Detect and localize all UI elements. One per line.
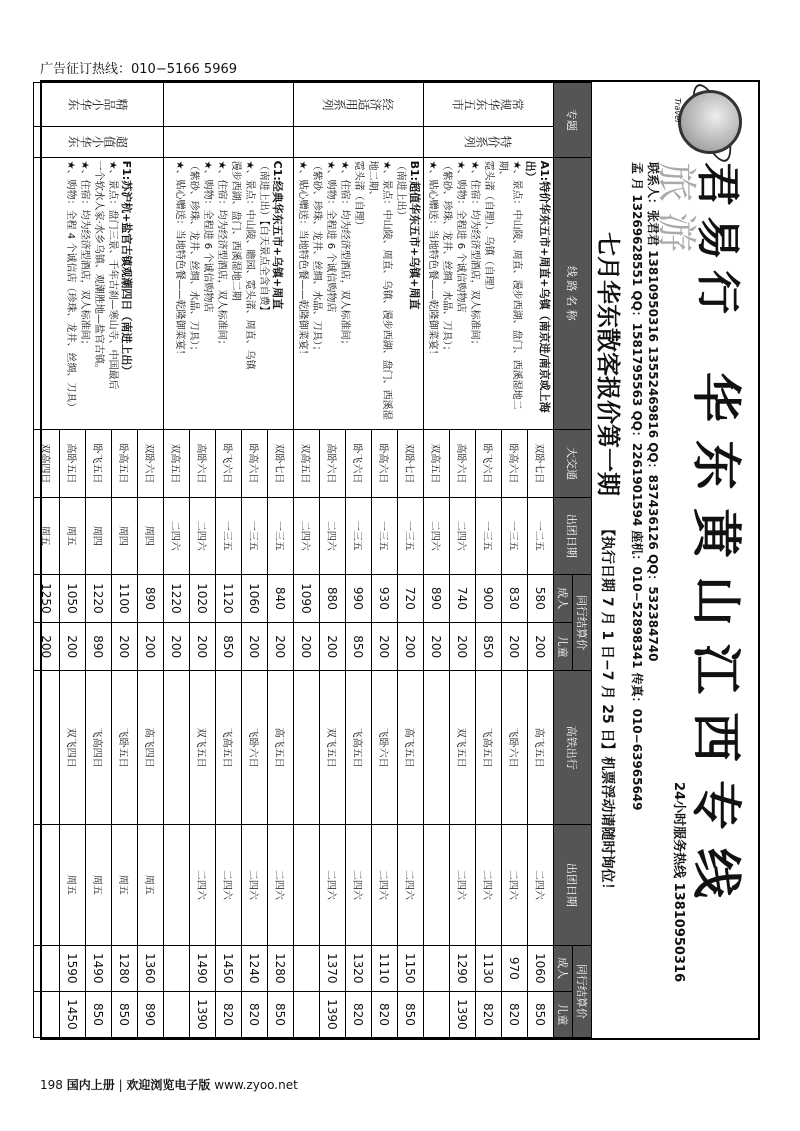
- adult-price-cell-2: 1150: [398, 945, 424, 991]
- adult-price-cell-2: [34, 945, 60, 991]
- price-table: [33, 82, 592, 1038]
- depart-days-cell: 二四六: [190, 497, 216, 574]
- child-price-cell: 850: [476, 623, 502, 671]
- route-detail-line: ★、贴心赠送：当地特色餐——乾隆御菜宴！: [427, 160, 439, 360]
- child-price-cell-2: [294, 991, 320, 1037]
- header-child: 儿童: [554, 623, 573, 671]
- child-price-cell-2: 820: [346, 991, 372, 1037]
- child-price-cell-2: 1390: [320, 991, 346, 1037]
- adult-price-cell-2: 1110: [372, 945, 398, 991]
- globe-logo-icon: [678, 90, 742, 154]
- transport-cell: 双高五日: [294, 429, 320, 497]
- rail-option-cell: 双飞五日: [320, 671, 346, 825]
- agency-ghost-text: 旅游: [653, 162, 699, 262]
- child-price-cell-2: 820: [216, 991, 242, 1037]
- route-detail-line: ★、购物：全程进 6 个诚信购物店: [202, 160, 214, 313]
- depart-days-cell: 周五: [34, 497, 60, 574]
- depart-days-cell: 一三五: [398, 497, 424, 574]
- child-price-cell-2: 850: [268, 991, 294, 1037]
- adult-price-cell-2: 1060: [528, 945, 554, 991]
- route-detail-line: 一个软水人家·水乡乌镇、观潮胜地—盐官古镇。: [93, 160, 105, 374]
- route-detail-line: ★、住宿：均为经济型酒店，双人标准间；: [339, 160, 351, 350]
- adult-price-cell: 880: [320, 574, 346, 622]
- rail-option-cell: 飞卧六日: [502, 671, 528, 825]
- rail-option-cell: [34, 671, 60, 825]
- series-cell: 特价系列: [424, 126, 554, 157]
- child-price-cell: 200: [320, 623, 346, 671]
- header-price-left: 同行结算价: [573, 574, 592, 671]
- table-row: [398, 83, 424, 1038]
- page-number: 198: [40, 1078, 63, 1092]
- route-detail-line: ★、住宿：均为经济型酒店，双人标准间；: [469, 160, 481, 350]
- adult-price-cell-2: 1130: [476, 945, 502, 991]
- child-price-cell: 200: [164, 623, 190, 671]
- transport-cell: 高卧六日: [450, 429, 476, 497]
- route-description: [34, 157, 164, 429]
- child-price-cell-2: [164, 991, 190, 1037]
- route-description: [164, 157, 294, 429]
- child-price-cell: 200: [294, 623, 320, 671]
- adult-price-cell-2: 1370: [320, 945, 346, 991]
- depart-days-cell-2: 二四六: [528, 825, 554, 946]
- depart-days-cell-2: [34, 825, 60, 946]
- child-price-cell-2: 820: [502, 991, 528, 1037]
- route-detail-line: ★、住宿：均为经济型酒店，双人标准间；: [216, 160, 228, 350]
- route-detail-line: ★、购物：全程进 6 个诚信购物店: [325, 160, 337, 313]
- adult-price-cell: 1090: [294, 574, 320, 622]
- depart-days-cell-2: 二四六: [476, 825, 502, 946]
- child-price-cell-2: 1390: [450, 991, 476, 1037]
- depart-days-cell-2: 二四六: [242, 825, 268, 946]
- child-price-cell: 200: [60, 623, 86, 671]
- transport-cell: 高卧六日: [190, 429, 216, 497]
- transport-cell: 双高五日: [164, 429, 190, 497]
- header-rail: 高铁出行: [554, 671, 592, 825]
- route-detail-line: ★、购物：全程进 6 个诚信购物店: [455, 160, 467, 313]
- route-detail-line: （南进上出）: [395, 160, 407, 221]
- depart-days-cell-2: 二四六: [346, 825, 372, 946]
- adult-price-cell: 900: [476, 574, 502, 622]
- depart-days-cell: 一三五: [242, 497, 268, 574]
- child-price-cell: 850: [216, 623, 242, 671]
- adult-price-cell: 890: [138, 574, 164, 622]
- adult-price-cell-2: 1360: [138, 945, 164, 991]
- adult-price-cell-2: 1590: [60, 945, 86, 991]
- logo-text: Travel: [673, 98, 682, 123]
- route-detail-line: （紫砂、珍珠、龙井、丝绸、水晶、刀具）；: [311, 160, 323, 356]
- child-price-cell-2: 1450: [60, 991, 86, 1037]
- child-price-cell: 200: [398, 623, 424, 671]
- child-price-cell-2: 850: [112, 991, 138, 1037]
- rail-option-cell: [164, 671, 190, 825]
- adult-price-cell: 720: [398, 574, 424, 622]
- rail-option-cell: 高飞五日: [398, 671, 424, 825]
- transport-cell: 双卧七日: [398, 429, 424, 497]
- depart-days-cell-2: 二四六: [398, 825, 424, 946]
- route-title: 华东黄山江西专线: [687, 372, 746, 916]
- rail-option-cell: 双飞五日: [450, 671, 476, 825]
- adult-price-cell-2: 1280: [112, 945, 138, 991]
- child-price-cell: 200: [372, 623, 398, 671]
- child-price-cell-2: 890: [138, 991, 164, 1037]
- transport-cell: 卧高六日: [242, 429, 268, 497]
- rail-option-cell: 飞卧六日: [242, 671, 268, 825]
- child-price-cell: 200: [112, 623, 138, 671]
- route-detail-line: 霓头渚（自理）: [353, 160, 365, 231]
- transport-cell: 双卧七日: [268, 429, 294, 497]
- child-price-cell-2: 820: [372, 991, 398, 1037]
- depart-days-cell: 二四六: [164, 497, 190, 574]
- depart-days-cell-2: 周五: [60, 825, 86, 946]
- depart-days-cell-2: 二四六: [216, 825, 242, 946]
- adult-price-cell-2: [164, 945, 190, 991]
- ad-hotline: 广告征订热线：010−5166 5969: [40, 62, 238, 77]
- depart-days-cell-2: 二四六: [190, 825, 216, 946]
- adult-price-cell-2: 1320: [346, 945, 372, 991]
- child-price-cell-2: 820: [476, 991, 502, 1037]
- header-topic: 专题: [554, 83, 592, 158]
- depart-days-cell: 二四六: [294, 497, 320, 574]
- service-hotline: 24小时服务热线 13810950316: [671, 782, 686, 983]
- adult-price-cell: 890: [424, 574, 450, 622]
- depart-days-cell-2: [294, 825, 320, 946]
- adult-price-cell: 1220: [86, 574, 112, 622]
- child-price-cell-2: 1390: [190, 991, 216, 1037]
- child-price-cell: 200: [502, 623, 528, 671]
- child-price-cell: 200: [424, 623, 450, 671]
- rail-option-cell: 飞高五日: [216, 671, 242, 825]
- adult-price-cell-2: 1490: [190, 945, 216, 991]
- adult-price-cell: 1100: [112, 574, 138, 622]
- header-depart-2: 出团日期: [554, 825, 592, 946]
- adult-price-cell-2: [294, 945, 320, 991]
- adult-price-cell: 740: [450, 574, 476, 622]
- category-cell: 精品小华东: [34, 83, 164, 127]
- transport-cell: 双卧六日: [138, 429, 164, 497]
- child-price-cell: 200: [190, 623, 216, 671]
- agency-name: 君易行: [692, 162, 743, 324]
- route-detail-line: ★、贴心赠送：当地特色餐——乾隆御菜宴！: [174, 160, 186, 360]
- transport-cell: 高卧五日: [60, 429, 86, 497]
- adult-price-cell-2: [424, 945, 450, 991]
- sheet-header: [590, 82, 760, 1038]
- rail-option-cell: [294, 671, 320, 825]
- child-price-cell: 890: [86, 623, 112, 671]
- table-row: [528, 83, 554, 1038]
- route-detail-line: （紫砂、珍珠、龙井、丝绸、水晶、刀具）；: [441, 160, 453, 356]
- rail-option-cell: 飞高五日: [476, 671, 502, 825]
- contact-line-2: 孟 月 13269628551 QQ：1581795563 QQ：2261901594 座机：010−52898341 传真：010−63965649: [630, 162, 644, 811]
- transport-cell: 双卧七日: [528, 429, 554, 497]
- depart-days-cell-2: 周五: [138, 825, 164, 946]
- rail-option-cell: 飞高四日: [86, 671, 112, 825]
- transport-cell: 卧飞六日: [476, 429, 502, 497]
- depart-days-cell: 一三五: [476, 497, 502, 574]
- adult-price-cell: 830: [502, 574, 528, 622]
- depart-days-cell-2: 二四六: [372, 825, 398, 946]
- route-detail-line: ★、购物：全程 4 个诚信店（珍珠、龙井、丝绸、刀具）: [65, 160, 77, 413]
- rail-option-cell: 高飞五日: [528, 671, 554, 825]
- header-price-right: 同行结算价: [573, 945, 592, 1037]
- header-child-2: 儿童: [554, 991, 573, 1037]
- adult-price-cell-2: 1450: [216, 945, 242, 991]
- table-row: [268, 83, 294, 1038]
- depart-days-cell-2: 周五: [86, 825, 112, 946]
- adult-price-cell: 580: [528, 574, 554, 622]
- route-description: [424, 157, 554, 429]
- headline: 七月华东散客报价第一期: [594, 232, 622, 496]
- child-price-cell: 200: [268, 623, 294, 671]
- depart-days-cell: 一三五: [216, 497, 242, 574]
- depart-days-cell: 周四: [138, 497, 164, 574]
- rotated-sheet: [39, 82, 760, 1038]
- table-row: [138, 83, 164, 1038]
- adult-price-cell-2: 1490: [86, 945, 112, 991]
- route-description: [294, 157, 424, 429]
- price-sheet-frame: [40, 80, 760, 1040]
- transport-cell: 卧高五日: [112, 429, 138, 497]
- child-price-cell: 200: [528, 623, 554, 671]
- child-price-cell-2: 850: [528, 991, 554, 1037]
- route-detail-line: 霓头渚（自理）、乌镇（自理）: [483, 160, 495, 296]
- series-cell: [164, 126, 294, 157]
- route-detail-line: ★、景点：盘门三景、千年古刹—寒山寺、中国最后: [107, 160, 119, 390]
- rail-option-cell: 高飞四日: [138, 671, 164, 825]
- depart-days-cell: 一二五: [528, 497, 554, 574]
- transport-cell: 卧飞六日: [216, 429, 242, 497]
- route-title: C1:经典华东五市+乌镇+周直: [271, 160, 285, 310]
- rail-option-cell: 飞高五日: [346, 671, 372, 825]
- adult-price-cell-2: 1280: [268, 945, 294, 991]
- adult-price-cell: 1050: [60, 574, 86, 622]
- depart-days-cell-2: [164, 825, 190, 946]
- child-price-cell: 200: [34, 623, 60, 671]
- section-name: 国内上册: [66, 1078, 115, 1092]
- route-detail-line: ★、景点：中山陵、周直、乌镇、漫步西湖、盘门、西溪湿地二期、: [367, 160, 393, 420]
- route-detail-line: （南进上出）【白天景点全含自费】: [258, 160, 270, 316]
- child-price-cell-2: [424, 991, 450, 1037]
- depart-days-cell: 周五: [60, 497, 86, 574]
- transport-cell: 双高五日: [424, 429, 450, 497]
- contact-line-1: 联系人：张君君 13810950316 13552469816 QQ：837436126 QQ：532384740: [646, 162, 660, 662]
- depart-days-cell: 二四六: [320, 497, 346, 574]
- depart-days-cell-2: 周五: [112, 825, 138, 946]
- depart-days-cell: 一三五: [346, 497, 372, 574]
- child-price-cell: 200: [138, 623, 164, 671]
- rail-option-cell: 双飞五日: [190, 671, 216, 825]
- adult-price-cell-2: 1240: [242, 945, 268, 991]
- period-note: 【执行日期 7 月 1 日−7 月 25 日】机票浮动请随时询位！: [599, 522, 615, 897]
- transport-cell: 卧高六日: [502, 429, 528, 497]
- transport-cell: 卧飞六日: [346, 429, 372, 497]
- adult-price-cell: 1060: [242, 574, 268, 622]
- adult-price-cell-2: 970: [502, 945, 528, 991]
- rail-option-cell: 飞卧六日: [372, 671, 398, 825]
- header-route: 线 路 名 称: [554, 157, 592, 429]
- depart-days-cell-2: 二四六: [450, 825, 476, 946]
- depart-days-cell: 二四六: [450, 497, 476, 574]
- depart-days-cell: 二四六: [424, 497, 450, 574]
- route-detail-line: ★、住宿：均为经济型酒店，双人标准间；: [79, 160, 91, 350]
- child-price-cell-2: 850: [86, 991, 112, 1037]
- depart-days-cell: 一三五: [268, 497, 294, 574]
- welcome-text: 欢迎浏览电子版: [126, 1078, 211, 1092]
- category-cell: 常规华东五市: [424, 83, 554, 127]
- child-price-cell-2: 850: [398, 991, 424, 1037]
- adult-price-cell: 1250: [34, 574, 60, 622]
- series-cell: 超值小华东: [34, 126, 164, 157]
- depart-days-cell: 一三五: [502, 497, 528, 574]
- depart-days-cell-2: 二四六: [268, 825, 294, 946]
- depart-days-cell-2: 二四六: [502, 825, 528, 946]
- transport-cell: 高卧六日: [320, 429, 346, 497]
- route-detail-line: （紫砂、珍珠、龙井、丝绸、水晶、刀具）；: [188, 160, 200, 356]
- depart-days-cell: 周四: [112, 497, 138, 574]
- route-detail-line: ★、景点：中山陵、瞻园、霓头渚、周直、乌镇: [244, 160, 256, 370]
- route-detail-line: ★、景点：中山陵、周直、漫步西湖、盘门、西溪湿地二期、: [497, 160, 523, 410]
- series-cell: [294, 126, 424, 157]
- transport-cell: 双高四日: [34, 429, 60, 497]
- route-detail-line: ★、贴心赠送：当地特色餐——乾隆御菜宴！: [297, 160, 309, 360]
- header-adult: 成人: [554, 574, 573, 622]
- child-price-cell: 200: [242, 623, 268, 671]
- child-price-cell: 850: [346, 623, 372, 671]
- child-price-cell-2: 820: [242, 991, 268, 1037]
- child-price-cell: 200: [450, 623, 476, 671]
- page-footer: 198 国内上册 | 欢迎浏览电子版 www.zyoo.net: [40, 1078, 298, 1092]
- transport-cell: 卧高六日: [372, 429, 398, 497]
- rail-option-cell: 双飞四日: [60, 671, 86, 825]
- header-transport: 大交通: [554, 429, 592, 497]
- depart-days-cell-2: 二四六: [320, 825, 346, 946]
- site-url: www.zyoo.net: [214, 1078, 298, 1092]
- child-price-cell-2: [34, 991, 60, 1037]
- adult-price-cell: 990: [346, 574, 372, 622]
- header-adult-2: 成人: [554, 945, 573, 991]
- category-cell: 经济适用系列: [294, 83, 424, 127]
- transport-cell: 卧飞五日: [86, 429, 112, 497]
- adult-price-cell: 1220: [164, 574, 190, 622]
- depart-days-cell: 周四: [86, 497, 112, 574]
- adult-price-cell: 1020: [190, 574, 216, 622]
- rail-option-cell: [424, 671, 450, 825]
- route-title: B1:超值华东五市+乌镇+周直: [408, 160, 422, 310]
- depart-days-cell: 一三五: [372, 497, 398, 574]
- rail-option-cell: 飞卧五日: [112, 671, 138, 825]
- category-cell: [164, 83, 294, 127]
- header-depart: 出团日期: [554, 497, 592, 574]
- depart-days-cell-2: [424, 825, 450, 946]
- adult-price-cell: 840: [268, 574, 294, 622]
- route-title: A1:特价华东五市+周直+乌镇（南京进/南京或上海出）: [524, 160, 552, 413]
- rail-option-cell: 高飞五日: [268, 671, 294, 825]
- route-title: F1:苏沪杭+盐官古镇观潮四日（南进上出）: [120, 160, 134, 377]
- adult-price-cell: 1120: [216, 574, 242, 622]
- adult-price-cell-2: 1290: [450, 945, 476, 991]
- adult-price-cell: 930: [372, 574, 398, 622]
- route-detail-line: 漫步西湖、盘门、西溪湿地二期: [230, 160, 242, 301]
